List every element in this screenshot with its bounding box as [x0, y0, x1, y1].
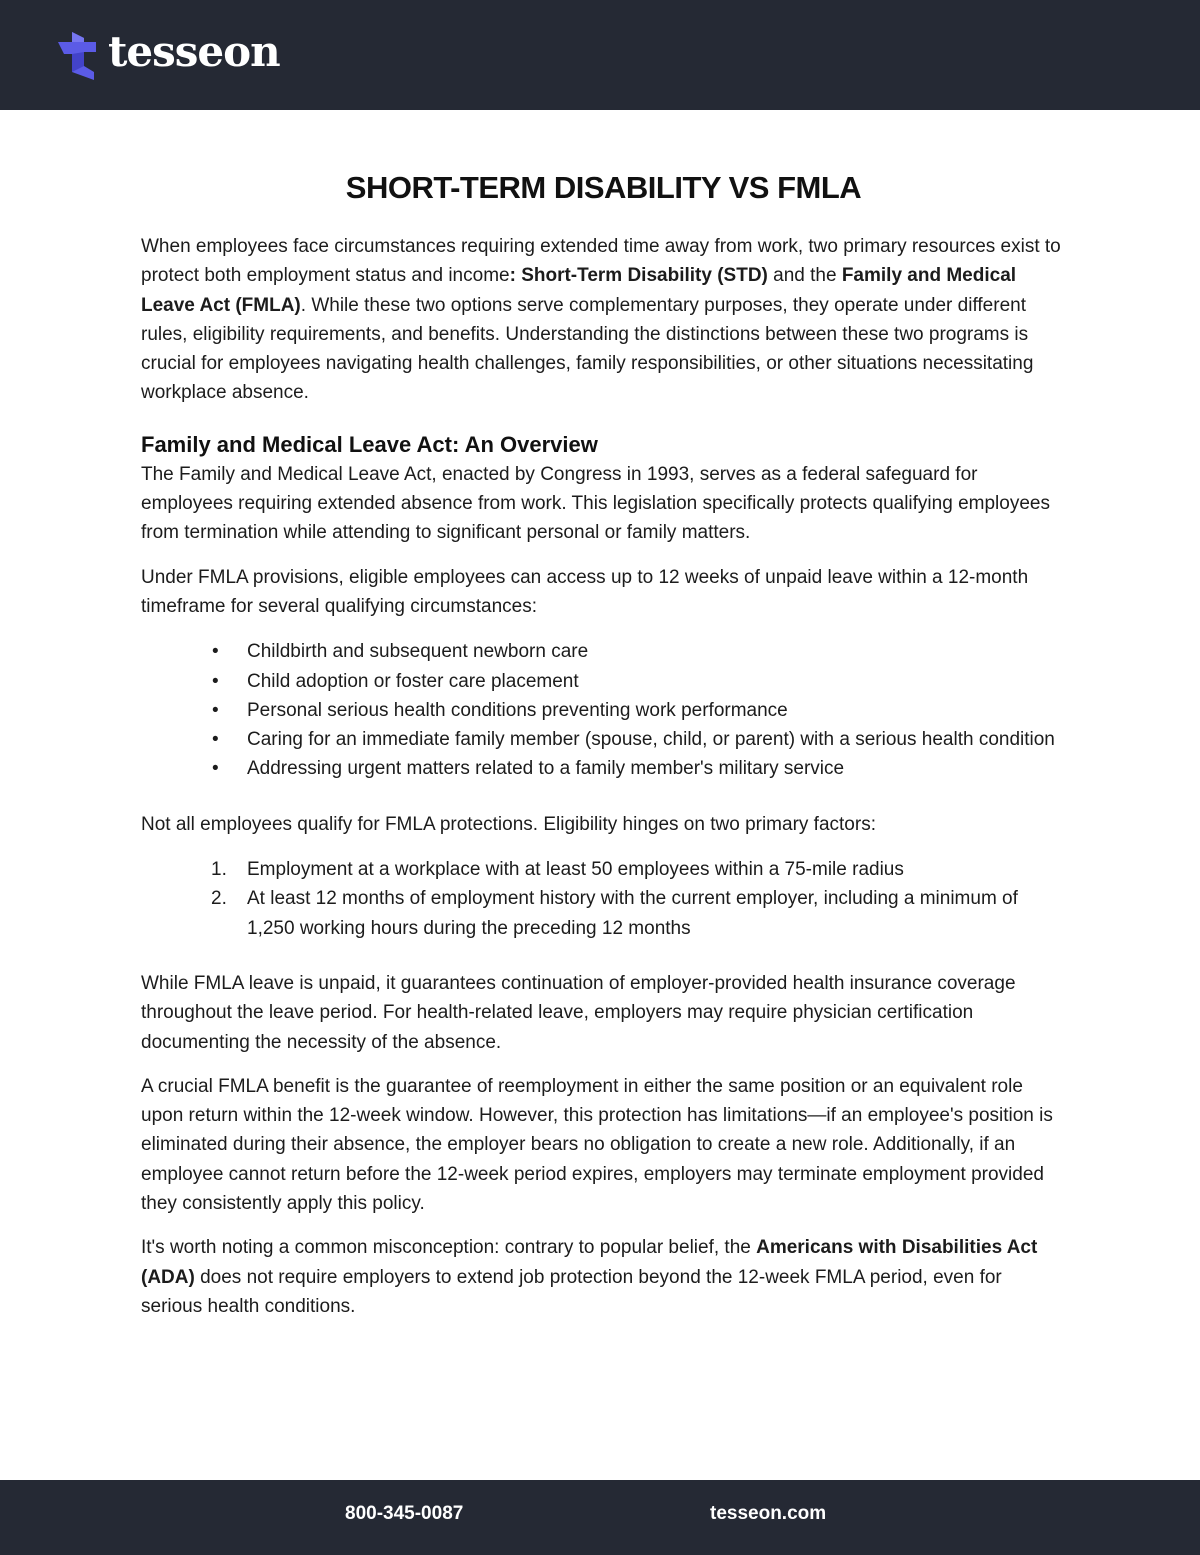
intro-std-term: : Short-Term Disability (STD): [509, 265, 768, 287]
document-body: [141, 166, 1066, 1336]
footer-bar: [0, 1480, 1200, 1555]
list-item-text: Employment at a workplace with at least 50 employees within a 75-mile radius: [247, 859, 904, 881]
list-item: [141, 667, 1066, 696]
intro-text-2: and the: [767, 265, 842, 287]
bullet-icon: •: [212, 729, 219, 751]
list-item-text: Caring for an immediate family member (spouse, child, or parent) with a serious health condition: [247, 729, 1055, 751]
fmla-paragraph-2: Under FMLA provisions, eligible employees can access up to 12 weeks of unpaid leave within a 12-month timeframe for several qualifying circumstances:: [141, 566, 1029, 617]
list-item-text: Personal serious health conditions preventing work performance: [247, 699, 788, 721]
fmla-paragraph-3: Not all employees qualify for FMLA protections. Eligibility hinges on two primary factors:: [141, 813, 876, 835]
fmla-paragraph-4: While FMLA leave is unpaid, it guarantees continuation of employer-provided health insurance coverage throughout the leave period. For health-related leave, employers may require physician certification documenting the necessity of the absence.: [141, 972, 1016, 1053]
list-number: 1.: [211, 859, 227, 881]
bullet-icon: •: [212, 641, 219, 663]
bullet-icon: •: [212, 670, 219, 692]
list-item-text: At least 12 months of employment history with the current employer, including a minimum of 1,250 working hours during the preceding 12 months: [247, 888, 1018, 939]
ada-term: Americans with Disabilities Act (ADA): [141, 1237, 1038, 1288]
header-bar: [0, 0, 1200, 110]
list-item-text: Child adoption or foster care placement: [247, 670, 579, 692]
list-item: [141, 884, 1066, 943]
list-item: [141, 637, 1066, 666]
footer-website-link[interactable]: tesseon.com: [710, 1503, 827, 1524]
list-item: [141, 855, 1066, 884]
logo-wordmark: tesseon: [108, 27, 280, 76]
bullet-icon: •: [212, 699, 219, 721]
tesseon-logo-mark-icon: [58, 32, 100, 80]
intro-text-1: When employees face circumstances requiring extended time away from work, two primary resources exist to protect both employment status and income: [141, 236, 1061, 287]
list-item-text: Childbirth and subsequent newborn care: [247, 641, 589, 663]
list-number: 2.: [211, 888, 227, 910]
intro-fmla-term: Family and Medical Leave Act (FMLA): [141, 265, 1017, 316]
tesseon-logo[interactable]: [58, 27, 280, 82]
intro-text-3: . While these two options serve complementary purposes, they operate under different rules, eligibility requirements, and benefits. Understanding the distinctions between these two programs is crucial for employees navigating health challenges, family responsibilities, or other situations necessitating workplace absence.: [141, 294, 1034, 404]
fmla-paragraph-6: [141, 1233, 1066, 1321]
document-title: SHORT-TERM DISABILITY VS FMLA: [345, 170, 862, 205]
ada-text-2: does not require employers to extend job protection beyond the 12-week FMLA period, even for serious health conditions.: [141, 1266, 1002, 1317]
fmla-paragraph-5: A crucial FMLA benefit is the guarantee of reemployment in either the same position or an equivalent role upon return within the 12-week window. However, this protection has limitations—if an employee's position is eliminated during their absence, the employer bears no obligation to create a new role. Additionally, if an employee cannot return before the 12-week period expires, employers may terminate employment provided they consistently apply this policy.: [141, 1075, 1053, 1215]
ada-text-1: It's worth noting a common misconception: contrary to popular belief, the: [141, 1237, 757, 1259]
footer-phone-number[interactable]: 800-345-0087: [345, 1503, 464, 1524]
qualifying-circumstances-list: [141, 637, 1066, 783]
bullet-icon: •: [212, 758, 219, 780]
list-item: [141, 754, 1066, 783]
list-item-text: Addressing urgent matters related to a family member's military service: [247, 758, 845, 780]
intro-paragraph: [141, 232, 1066, 408]
eligibility-factors-list: [141, 855, 1066, 943]
section-heading-fmla-overview: Family and Medical Leave Act: An Overview: [141, 431, 598, 457]
fmla-paragraph-1: The Family and Medical Leave Act, enacted by Congress in 1993, serves as a federal safeguard for employees requiring extended absence from work. This legislation specifically protects qualifying employees from termination while attending to significant personal or family matters.: [141, 463, 1050, 544]
list-item: [141, 725, 1066, 754]
list-item: [141, 696, 1066, 725]
